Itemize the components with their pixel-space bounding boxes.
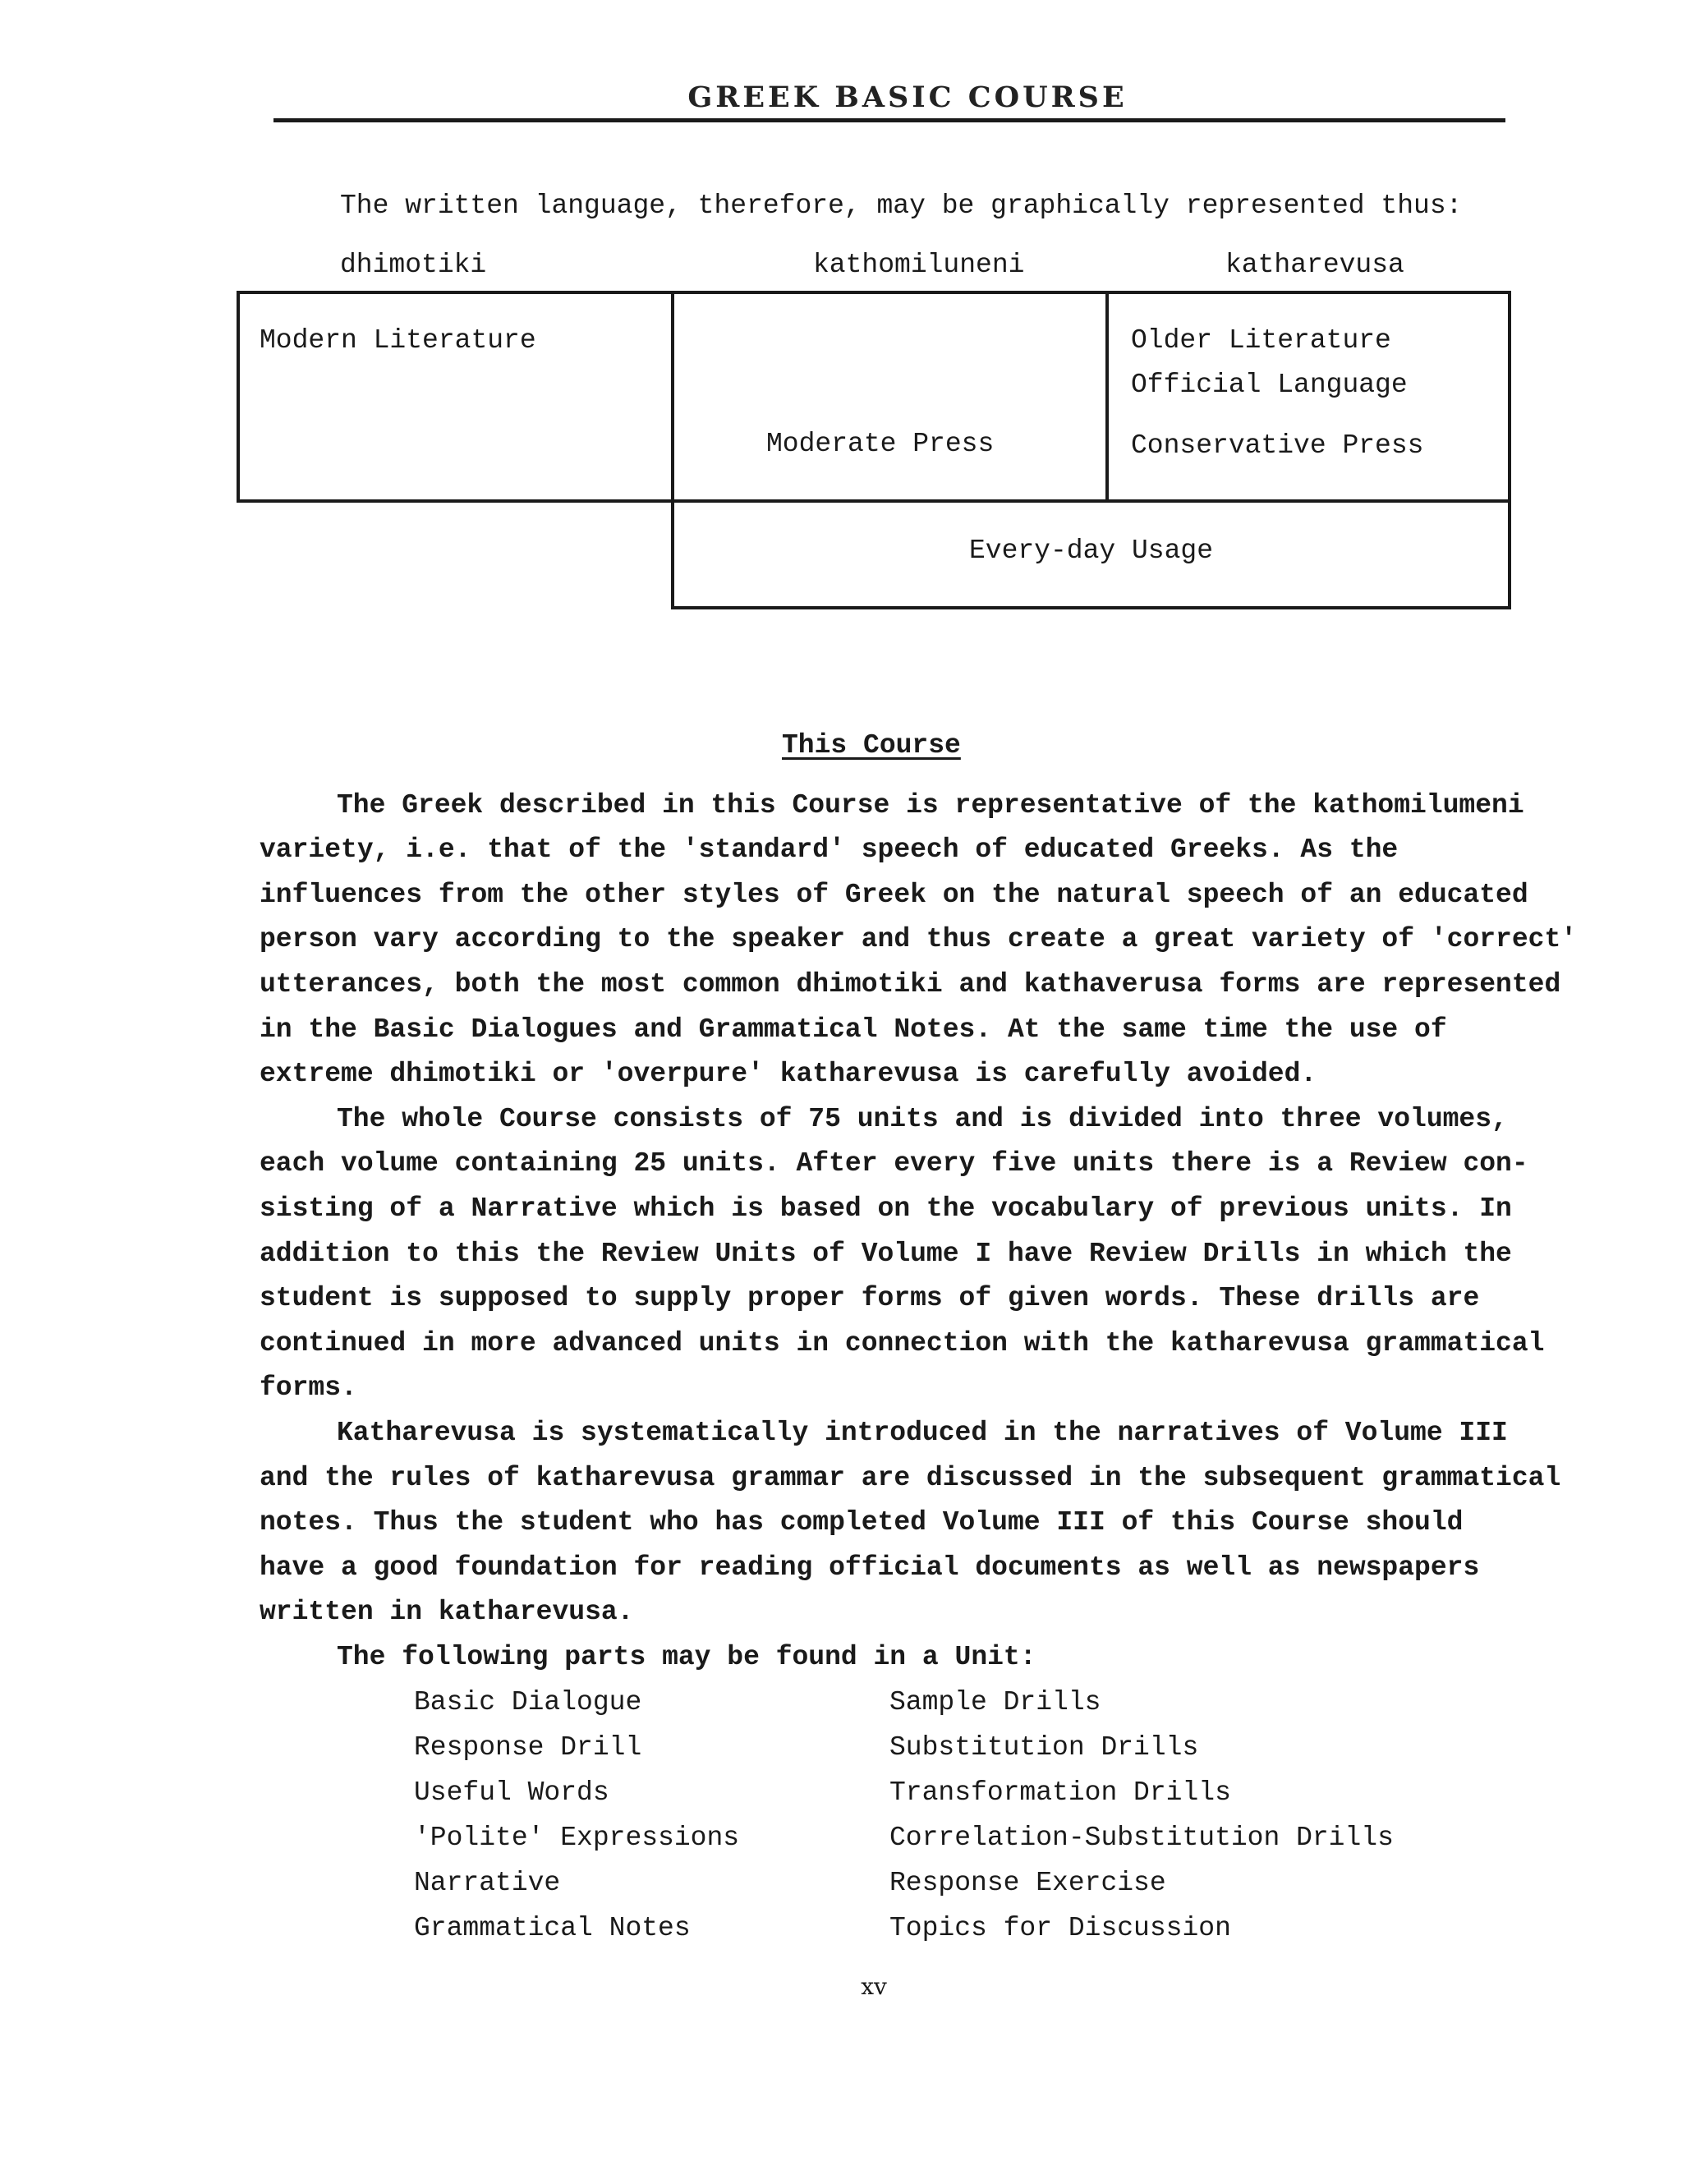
paragraph-line: notes. Thus the student who has completed Volume III of this Course should [260,1507,1464,1538]
unit-part-left: Useful Words [414,1777,609,1808]
paragraph-line: student is supposed to supply proper forms of given words. These drills are [260,1283,1480,1313]
paragraph-line: The following parts may be found in a Unit: [337,1642,1036,1672]
section-title: This Course [782,730,961,761]
header-rule [273,118,1505,122]
page-number: xv [861,1973,887,2000]
label-katharevusa: katharevusa [1225,250,1404,280]
paragraph-line: continued in more advanced units in connection with the katharevusa grammatical [260,1328,1545,1359]
diagram-left-text: Modern Literature [260,325,536,356]
paragraph-line: each volume containing 25 units. After every five units there is a Review con- [260,1148,1528,1179]
paragraph-line: utterances, both the most common dhimotiki and kathaverusa forms are represented [260,969,1561,1000]
unit-part-left: Basic Dialogue [414,1687,642,1717]
unit-part-right: Transformation Drills [889,1777,1231,1808]
label-kathomiluneni: kathomiluneni [813,250,1025,280]
label-dhimotiki: dhimotiki [340,250,487,280]
unit-part-left: 'Polite' Expressions [414,1823,740,1853]
page-header-title: GREEK BASIC COURSE [687,80,1128,114]
diagram-right-text-3: Conservative Press [1131,430,1424,461]
unit-part-left: Narrative [414,1868,561,1898]
paragraph-line: addition to this the Review Units of Volume I have Review Drills in which the [260,1239,1512,1269]
paragraph-line: and the rules of katharevusa grammar are discussed in the subsequent grammatical [260,1463,1561,1493]
diagram-right-text-1: Older Literature [1131,325,1391,356]
paragraph-line: Katharevusa is systematically introduced in the narratives of Volume III [337,1418,1508,1448]
paragraph-line: variety, i.e. that of the 'standard' speech of educated Greeks. As the [260,835,1399,865]
paragraph-line: have a good foundation for reading official documents as well as newspapers [260,1552,1480,1583]
diagram-middle-divider [671,291,1109,503]
paragraph-line: written in katharevusa. [260,1597,634,1627]
intro-text: The written language, therefore, may be graphically represented thus: [340,191,1463,221]
unit-part-right: Correlation-Substitution Drills [889,1823,1394,1853]
paragraph-line: person vary according to the speaker and thus create a great variety of 'correct' [260,924,1578,954]
paragraph-line: forms. [260,1372,357,1403]
diagram-bottom-text: Every-day Usage [968,536,1214,566]
unit-part-right: Topics for Discussion [889,1913,1231,1943]
paragraph-line: The whole Course consists of 75 units and is divided into three volumes, [337,1104,1508,1134]
unit-part-right: Response Exercise [889,1868,1166,1898]
unit-part-left: Grammatical Notes [414,1913,691,1943]
paragraph-line: sisting of a Narrative which is based on the vocabulary of previous units. In [260,1193,1512,1224]
paragraph-line: The Greek described in this Course is representative of the kathomilumeni [337,790,1524,821]
diagram-middle-text: Moderate Press [766,429,995,459]
unit-part-right: Substitution Drills [889,1732,1199,1763]
diagram-right-text-2: Official Language [1131,370,1408,400]
unit-part-left: Response Drill [414,1732,642,1763]
paragraph-line: extreme dhimotiki or 'overpure' katharevusa is carefully avoided. [260,1059,1317,1089]
paragraph-line: in the Basic Dialogues and Grammatical Notes. At the same time the use of [260,1014,1447,1045]
paragraph-line: influences from the other styles of Greek on the natural speech of an educated [260,880,1528,910]
unit-part-right: Sample Drills [889,1687,1101,1717]
